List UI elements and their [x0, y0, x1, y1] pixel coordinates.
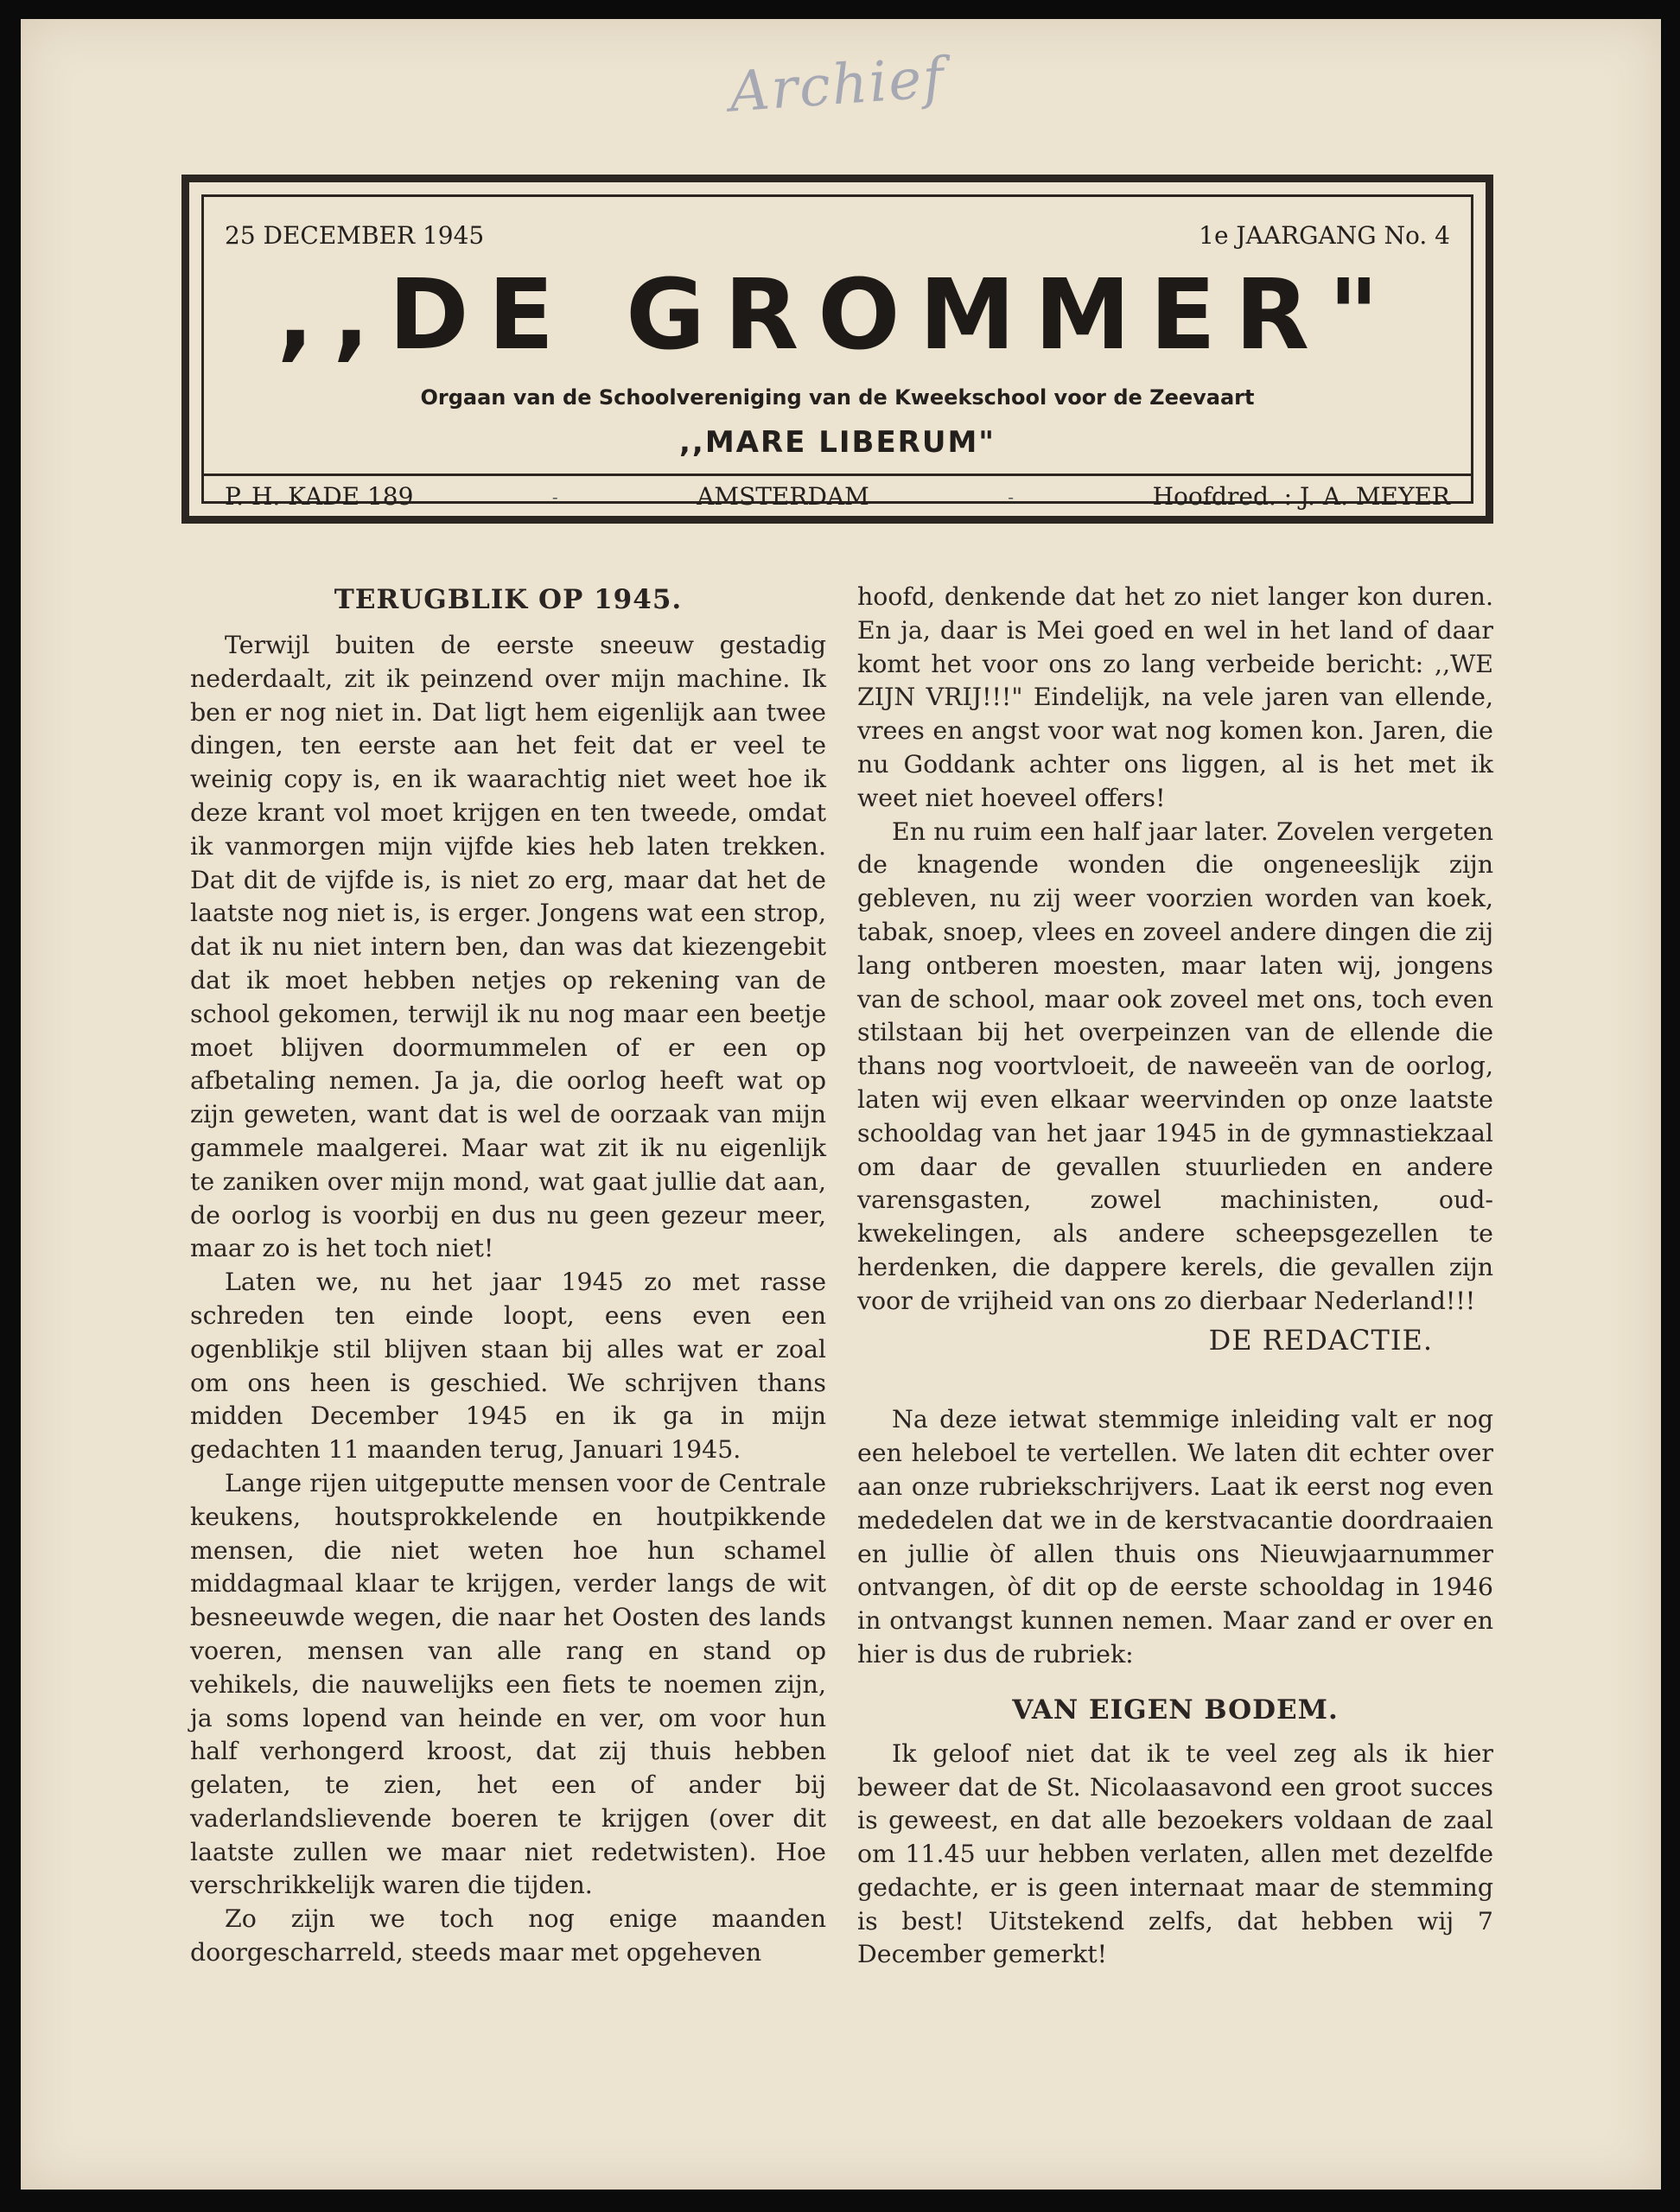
masthead	[181, 175, 1493, 524]
column-left	[190, 581, 826, 1970]
separator-2: -	[1008, 486, 1015, 507]
article-signature: DE REDACTIE.	[1208, 1323, 1433, 1357]
article-heading-van-eigen-bodem: VAN EIGEN BODEM.	[1012, 1694, 1339, 1726]
editor: Hoofdred. : J. A. MEYER	[1152, 482, 1450, 511]
organization-name: ,,MARE LIBERUM"	[678, 425, 996, 460]
masthead-footer	[225, 482, 1450, 511]
article-paragraph: Terwijl buiten de eerste sneeuw gestadig nederdaalt, zit ik peinzend over mijn machine. Ik ben er nog niet in. Dat ligt hem eigenlijk aan twee dingen, ten eerste aan het feit dat er veel te weinig copy is, en ik waarachtig niet weet hoe ik deze krant vol moet krijgen en ten tweede, omdat ik vanmorgen mijn vijfde kies heb laten trekken. Dat dit de vijfde is, is niet zo erg, maar dat het de laatste nog niet is, is erger. Jongens wat een strop, dat ik nu niet intern ben, dan was dat kiezengebit dat ik moet hebben netjes op rekening van de school gekomen, terwijl ik nu nog maar een beetje moet blijven doormummelen of er een op afbetaling nemen. Ja ja, die oorlog heeft wat op zijn geweten, want dat is wel de oorzaak van mijn gammele maalgerei. Maar wat zit ik nu eigenlijk te zaniken over mijn mond, wat gaat jullie dat aan, de oorlog is voorbij en dus nu geen gezeur meer, maar zo is het toch niet!	[190, 631, 826, 1263]
intro-paragraph: Na deze ietwat stemmige inleiding valt er nog een heleboel te vertellen. We laten dit echter over aan onze rubriekschrijvers. Laat ik eerst nog even mededelen dat we in de kerstvacantie doordraaien en jullie òf allen thuis ons Nieuwjaarnummer ontvangen, òf dit op de eerste schooldag in 1946 in ontvangst kunnen nemen. Maar zand er over en hier is dus de rubriek:	[857, 1405, 1493, 1669]
newspaper-page	[21, 19, 1661, 2190]
separator-1: -	[551, 486, 558, 507]
article-paragraph: Lange rijen uitgeputte mensen voor de Centrale keukens, houtsprokkelende en houtpikkende mensen, die niet weten hoe hun schamel middagmaal klaar te krijgen, verder langs de wit besneeuwde wegen, die naar het Oosten des lands voeren, mensen van alle rang en stand op vehikels, die nauwelijks een fiets te noemen zijn, ja soms lopend van heinde en ver, om voor hun half verhongerd kroost, dat zij thuis hebben gelaten, te zien, het een of ander bij vaderlandslievende boeren te krijgen (over dit laatste zullen we maar niet redetwisten). Hoe verschrikkelijk waren die tijden.	[190, 1468, 826, 1900]
issue-date: 25 DECEMBER 1945	[225, 221, 485, 250]
masthead-inner-frame	[201, 194, 1473, 511]
newspaper-subtitle: Orgaan van de Schoolvereniging van de Kweekschool voor de Zeevaart	[420, 385, 1255, 410]
article-paragraph: En nu ruim een half jaar later. Zovelen vergeten de knagende wonden die ongeneeslijk zijn gebleven, nu zij weer voorzien worden van koek, tabak, snoep, vlees en zoveel andere dingen die zij lang ontberen moesten, maar laten wij, jongens van de school, maar ook zoveel met ons, toch even stilstaan bij het overpeinzen van de ellende die thans nog voortvloeit, de naweeën van de oorlog, laten wij even elkaar weervinden op onze laatste schooldag van het jaar 1945 in de gymnastiekzaal om daar de gevallen stuurlieden en andere varensgasten, zowel machinisten, oud-kwekelingen, als andere scheepsgezellen te herdenken, die dappere kerels, die gevallen zijn voor de vrijheid van ons zo dierbaar Nederland!!!	[857, 817, 1493, 1315]
article-paragraph-continued: hoofd, denkende dat het zo niet langer kon duren. En ja, daar is Mei goed en wel in het land of daar komt het voor ons zo lang verbeide bericht: ,,WE ZIJN VRIJ!!!" Eindelijk, na vele jaren van ellende, vrees en angst voor wat nog komen kon. Jaren, die nu Goddank achter ons liggen, al is het met ik weet niet hoeveel offers!	[857, 582, 1493, 812]
column-right	[857, 581, 1493, 1972]
article-paragraph: Ik geloof niet dat ik te veel zeg als ik hier beweer dat de St. Nicolaasavond een groot succes is geweest, en dat alle bezoekers voldaan de zaal om 11.45 uur hebben verlaten, allen met dezelfde gedachte, er is geen internaat maar de stemming is best! Uitstekend zelfs, dat hebben wij 7 December gemerkt!	[857, 1738, 1493, 1969]
column-spacer	[857, 1357, 1493, 1403]
article-heading-terugblik: TERUGBLIK OP 1945.	[334, 584, 683, 615]
city: AMSTERDAM	[697, 482, 869, 511]
issue-number: 1e JAARGANG No. 4	[1199, 221, 1450, 250]
article-paragraph: Laten we, nu het jaar 1945 zo met rasse schreden ten einde loopt, eens even een ogenblikje stil blijven staan bij alles wat er zoal om ons heen is geschied. We schrijven thans midden December 1945 en ik ga in mijn gedachten 11 maanden terug, Januari 1945.	[190, 1268, 826, 1465]
masthead-divider	[204, 474, 1471, 476]
handwritten-annotation: Archief	[727, 46, 948, 125]
newspaper-title: ,,DE GROMMER"	[277, 259, 1398, 372]
article-paragraph: Zo zijn we toch nog enige maanden doorgescharreld, steeds maar met opgeheven	[190, 1904, 826, 1967]
address: P. H. KADE 189	[225, 482, 414, 511]
